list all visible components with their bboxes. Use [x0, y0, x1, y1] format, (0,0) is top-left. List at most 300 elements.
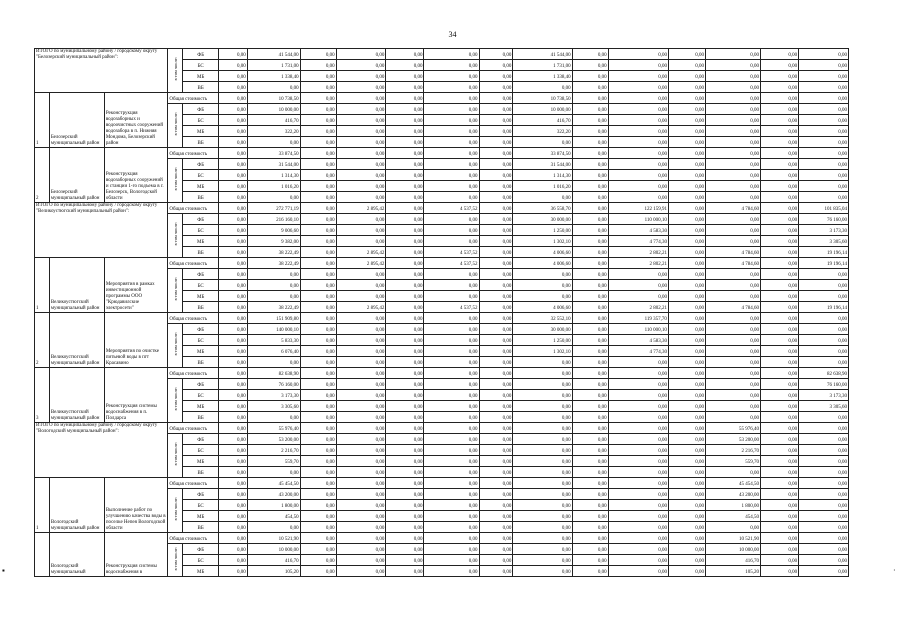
- value-cell: 53 200,00: [705, 434, 760, 445]
- value-cell: 0,00: [705, 412, 760, 423]
- value-cell: 0,00: [424, 544, 479, 555]
- value-cell: 4 774,30: [608, 346, 668, 357]
- value-cell: 0,00: [479, 302, 513, 313]
- value-cell: 0,00: [668, 456, 705, 467]
- funding-source: БС: [183, 225, 219, 236]
- value-cell: 0,00: [572, 115, 608, 126]
- total-row: [35, 533, 849, 544]
- value-cell: 0,00: [479, 225, 513, 236]
- funding-source: ФБ: [183, 269, 219, 280]
- value-cell: 0,00: [705, 291, 760, 302]
- value-cell: 0,00: [668, 423, 705, 434]
- value-cell: 0,00: [761, 566, 799, 577]
- funding-source: ФБ: [183, 434, 219, 445]
- incl-label: в том числе:: [172, 387, 178, 411]
- value-cell: 0,00: [386, 478, 424, 489]
- value-cell: 0,00: [572, 93, 608, 104]
- value-cell: 0,00: [608, 533, 668, 544]
- value-cell: 0,00: [386, 269, 424, 280]
- value-cell: 4 583,30: [608, 335, 668, 346]
- value-cell: 10 000,00: [247, 104, 300, 115]
- value-cell: 0,00: [424, 445, 479, 456]
- funding-source: БС: [183, 390, 219, 401]
- value-cell: 2 216,70: [705, 445, 760, 456]
- value-cell: 0,00: [424, 434, 479, 445]
- total-row: [35, 203, 849, 214]
- value-cell: 0,00: [799, 313, 849, 324]
- value-cell: 0,00: [705, 379, 760, 390]
- value-cell: 0,00: [247, 291, 300, 302]
- value-cell: 0,00: [479, 269, 513, 280]
- value-cell: 0,00: [761, 346, 799, 357]
- value-cell: 0,00: [219, 346, 248, 357]
- value-cell: 0,00: [799, 126, 849, 137]
- value-cell: 0,00: [668, 522, 705, 533]
- value-cell: 0,00: [608, 412, 668, 423]
- value-cell: 0,00: [479, 137, 513, 148]
- value-cell: 0,00: [608, 544, 668, 555]
- value-cell: 0,00: [799, 60, 849, 71]
- value-cell: 0,00: [705, 170, 760, 181]
- value-cell: 0,00: [336, 445, 386, 456]
- value-cell: 0,00: [336, 533, 386, 544]
- value-cell: 0,00: [668, 170, 705, 181]
- total-cost-label: Общая стоимость: [168, 478, 219, 489]
- value-cell: 0,00: [386, 423, 424, 434]
- value-cell: 0,00: [668, 500, 705, 511]
- value-cell: 0,00: [300, 280, 336, 291]
- value-cell: 0,00: [219, 280, 248, 291]
- value-cell: 0,00: [608, 500, 668, 511]
- value-cell: 30 000,00: [513, 214, 572, 225]
- value-cell: 0,00: [300, 313, 336, 324]
- value-cell: 322,20: [247, 126, 300, 137]
- value-cell: 0,00: [336, 379, 386, 390]
- value-cell: 0,00: [668, 566, 705, 577]
- value-cell: 0,00: [386, 181, 424, 192]
- value-cell: 0,00: [513, 544, 572, 555]
- value-cell: 0,00: [479, 236, 513, 247]
- value-cell: 0,00: [705, 368, 760, 379]
- value-cell: 0,00: [668, 368, 705, 379]
- value-cell: 0,00: [300, 456, 336, 467]
- value-cell: 0,00: [247, 412, 300, 423]
- value-cell: 0,00: [300, 104, 336, 115]
- value-cell: 110 000,10: [608, 324, 668, 335]
- value-cell: 0,00: [300, 478, 336, 489]
- value-cell: 19 196,14: [799, 258, 849, 269]
- value-cell: 0,00: [219, 258, 248, 269]
- value-cell: 31 544,00: [247, 159, 300, 170]
- value-cell: 0,00: [761, 390, 799, 401]
- value-cell: 0,00: [479, 390, 513, 401]
- value-cell: 0,00: [386, 148, 424, 159]
- value-cell: 0,00: [668, 324, 705, 335]
- value-cell: 10 521,90: [247, 533, 300, 544]
- value-cell: 3 173,30: [799, 390, 849, 401]
- value-cell: 0,00: [479, 478, 513, 489]
- value-cell: 416,70: [513, 115, 572, 126]
- value-cell: 0,00: [608, 368, 668, 379]
- funding-source: ВБ: [183, 467, 219, 478]
- funding-source: ФБ: [183, 324, 219, 335]
- value-cell: 0,00: [668, 148, 705, 159]
- value-cell: 4 784,60: [705, 258, 760, 269]
- value-cell: 416,70: [705, 555, 760, 566]
- value-cell: 0,00: [608, 511, 668, 522]
- value-cell: 4 537,52: [424, 258, 479, 269]
- value-cell: 0,00: [336, 423, 386, 434]
- value-cell: 0,00: [424, 236, 479, 247]
- value-cell: 0,00: [799, 148, 849, 159]
- value-cell: 0,00: [668, 390, 705, 401]
- value-cell: 0,00: [386, 390, 424, 401]
- funding-source: БС: [183, 115, 219, 126]
- value-cell: 0,00: [424, 192, 479, 203]
- value-cell: 19 196,14: [799, 302, 849, 313]
- value-cell: 0,00: [572, 423, 608, 434]
- value-cell: 0,00: [799, 555, 849, 566]
- total-row: [35, 148, 849, 159]
- value-cell: 0,00: [336, 148, 386, 159]
- funding-source: ВБ: [183, 247, 219, 258]
- value-cell: 0,00: [219, 357, 248, 368]
- value-cell: 0,00: [386, 291, 424, 302]
- value-cell: 10 000,00: [513, 104, 572, 115]
- value-cell: 0,00: [247, 82, 300, 93]
- funding-source: ФБ: [183, 544, 219, 555]
- value-cell: 0,00: [572, 49, 608, 60]
- value-cell: 0,00: [668, 511, 705, 522]
- value-cell: 0,00: [300, 269, 336, 280]
- value-cell: 0,00: [608, 159, 668, 170]
- value-cell: 0,00: [219, 148, 248, 159]
- value-cell: 9 382,00: [247, 236, 300, 247]
- value-cell: 0,00: [300, 357, 336, 368]
- value-cell: 0,00: [513, 522, 572, 533]
- value-cell: 41 544,00: [513, 49, 572, 60]
- value-cell: 0,00: [479, 181, 513, 192]
- funding-source: ВБ: [183, 302, 219, 313]
- value-cell: 0,00: [799, 280, 849, 291]
- value-cell: 38 222,49: [247, 258, 300, 269]
- value-cell: 0,00: [608, 71, 668, 82]
- district-name: Великоустюгский муниципальный район: [49, 313, 104, 368]
- value-cell: 0,00: [300, 368, 336, 379]
- incl-label: в том числе:: [172, 546, 178, 571]
- value-cell: 0,00: [386, 71, 424, 82]
- value-cell: 0,00: [247, 137, 300, 148]
- value-cell: 0,00: [219, 555, 248, 566]
- value-cell: 0,00: [336, 115, 386, 126]
- value-cell: 2 216,70: [247, 445, 300, 456]
- project-name: Мероприятия по очистке питьевой воды в пгт Красавино: [104, 313, 168, 368]
- total-cost-label: Общая стоимость: [168, 93, 219, 104]
- value-cell: 45 454,50: [247, 478, 300, 489]
- value-cell: 122 159,91: [608, 203, 668, 214]
- total-cost-label: Общая стоимость: [168, 148, 219, 159]
- value-cell: 3 305,60: [247, 401, 300, 412]
- value-cell: 0,00: [608, 126, 668, 137]
- value-cell: 0,00: [336, 544, 386, 555]
- value-cell: 0,00: [219, 401, 248, 412]
- value-cell: 0,00: [424, 489, 479, 500]
- value-cell: 0,00: [300, 137, 336, 148]
- value-cell: 0,00: [336, 566, 386, 577]
- value-cell: 0,00: [608, 82, 668, 93]
- value-cell: 0,00: [761, 302, 799, 313]
- value-cell: 0,00: [336, 49, 386, 60]
- value-cell: 0,00: [336, 291, 386, 302]
- value-cell: 1 016,20: [247, 181, 300, 192]
- value-cell: 0,00: [572, 71, 608, 82]
- value-cell: 76 160,00: [799, 379, 849, 390]
- value-cell: 0,00: [424, 115, 479, 126]
- value-cell: 0,00: [336, 126, 386, 137]
- project-name: Реконструкция водозаборных сооружений и станции 1-го подъема в г. Белозерск, Вологодской области: [104, 148, 168, 203]
- value-cell: 0,00: [219, 104, 248, 115]
- value-cell: 0,00: [219, 489, 248, 500]
- value-cell: 1 302,10: [513, 346, 572, 357]
- value-cell: 0,00: [668, 445, 705, 456]
- value-cell: 0,00: [572, 203, 608, 214]
- value-cell: 1 250,00: [513, 335, 572, 346]
- value-cell: 0,00: [386, 280, 424, 291]
- value-cell: 55 976,40: [705, 423, 760, 434]
- value-cell: 0,00: [424, 137, 479, 148]
- value-cell: 0,00: [336, 390, 386, 401]
- value-cell: 3 173,30: [247, 390, 300, 401]
- project-name: Реконструкция водозаборных и водоочистных сооружений водозабора в п. Нижняя Мондома, Белозерский район: [104, 93, 168, 148]
- value-cell: 0,00: [572, 159, 608, 170]
- value-cell: 0,00: [572, 291, 608, 302]
- value-cell: 0,00: [705, 357, 760, 368]
- value-cell: 0,00: [761, 423, 799, 434]
- value-cell: 0,00: [424, 500, 479, 511]
- value-cell: 0,00: [572, 401, 608, 412]
- project-name: Мероприятия в рамках инвестиционной программы ООО "Крюдавилские электросети": [104, 258, 168, 313]
- value-cell: 0,00: [572, 357, 608, 368]
- value-cell: 0,00: [336, 500, 386, 511]
- value-cell: 0,00: [608, 522, 668, 533]
- value-cell: 0,00: [219, 478, 248, 489]
- funding-source: МБ: [183, 126, 219, 137]
- value-cell: 0,00: [572, 82, 608, 93]
- value-cell: 0,00: [668, 401, 705, 412]
- value-cell: 0,00: [219, 225, 248, 236]
- value-cell: 0,00: [572, 555, 608, 566]
- value-cell: 0,00: [799, 71, 849, 82]
- value-cell: 0,00: [799, 489, 849, 500]
- value-cell: 0,00: [668, 555, 705, 566]
- value-cell: 0,00: [424, 104, 479, 115]
- value-cell: 151 909,80: [247, 313, 300, 324]
- value-cell: 0,00: [300, 379, 336, 390]
- value-cell: 0,00: [300, 302, 336, 313]
- value-cell: 4 774,30: [608, 236, 668, 247]
- item-number: 1: [35, 478, 50, 533]
- value-cell: 0,00: [668, 93, 705, 104]
- funding-source: МБ: [183, 511, 219, 522]
- value-cell: 82 638,90: [247, 368, 300, 379]
- value-cell: 1 731,00: [513, 60, 572, 71]
- value-cell: 0,00: [386, 170, 424, 181]
- value-cell: 0,00: [608, 467, 668, 478]
- value-cell: 0,00: [668, 412, 705, 423]
- value-cell: 1 338,40: [247, 71, 300, 82]
- value-cell: 0,00: [572, 225, 608, 236]
- value-cell: 0,00: [513, 467, 572, 478]
- value-cell: 55 976,40: [247, 423, 300, 434]
- value-cell: 0,00: [300, 214, 336, 225]
- value-cell: 0,00: [479, 313, 513, 324]
- value-cell: 33 874,50: [247, 148, 300, 159]
- value-cell: 0,00: [479, 456, 513, 467]
- value-cell: 0,00: [479, 60, 513, 71]
- value-cell: 0,00: [799, 478, 849, 489]
- value-cell: 0,00: [761, 104, 799, 115]
- value-cell: 0,00: [572, 489, 608, 500]
- value-cell: 0,00: [479, 247, 513, 258]
- value-cell: 0,00: [513, 368, 572, 379]
- value-cell: 0,00: [300, 82, 336, 93]
- value-cell: 0,00: [513, 269, 572, 280]
- value-cell: 0,00: [705, 115, 760, 126]
- project-name: Реконструкция системы водоснабжения в п. Полдарса: [104, 368, 168, 423]
- value-cell: 0,00: [219, 313, 248, 324]
- value-cell: 0,00: [513, 137, 572, 148]
- value-cell: 3 173,30: [799, 225, 849, 236]
- total-cost-label: Общая стоимость: [168, 203, 219, 214]
- value-cell: 0,00: [219, 423, 248, 434]
- value-cell: 0,00: [386, 236, 424, 247]
- value-cell: 0,00: [668, 225, 705, 236]
- value-cell: 0,00: [761, 258, 799, 269]
- value-cell: 0,00: [608, 445, 668, 456]
- value-cell: 0,00: [300, 522, 336, 533]
- value-cell: 0,00: [300, 192, 336, 203]
- funding-source: ФБ: [183, 159, 219, 170]
- funding-source: ФБ: [183, 49, 219, 60]
- incl-label: в том числе:: [172, 277, 178, 301]
- margin-mark: ·: [893, 566, 896, 575]
- value-cell: 0,00: [799, 346, 849, 357]
- value-cell: 0,00: [799, 93, 849, 104]
- value-cell: 0,00: [336, 368, 386, 379]
- value-cell: 0,00: [479, 170, 513, 181]
- value-cell: 0,00: [386, 346, 424, 357]
- value-cell: 0,00: [336, 269, 386, 280]
- value-cell: 0,00: [572, 148, 608, 159]
- value-cell: 0,00: [300, 434, 336, 445]
- value-cell: 0,00: [608, 489, 668, 500]
- value-cell: 0,00: [479, 368, 513, 379]
- value-cell: 1 016,20: [513, 181, 572, 192]
- district-name: Великоустюгский муниципальный район: [49, 368, 104, 423]
- value-cell: 0,00: [479, 192, 513, 203]
- district-name: Белозерский муниципальный район: [49, 148, 104, 203]
- value-cell: 0,00: [572, 456, 608, 467]
- value-cell: 0,00: [668, 346, 705, 357]
- value-cell: 0,00: [219, 170, 248, 181]
- value-cell: 0,00: [424, 566, 479, 577]
- value-cell: 0,00: [386, 137, 424, 148]
- value-cell: 0,00: [572, 368, 608, 379]
- value-cell: 1 731,00: [247, 60, 300, 71]
- value-cell: 0,00: [219, 93, 248, 104]
- value-cell: 41 544,00: [247, 49, 300, 60]
- value-cell: 0,00: [668, 533, 705, 544]
- value-cell: 0,00: [761, 379, 799, 390]
- incl-label: в том числе:: [172, 167, 178, 191]
- value-cell: 0,00: [386, 203, 424, 214]
- value-cell: 0,00: [572, 192, 608, 203]
- value-cell: 0,00: [336, 280, 386, 291]
- value-cell: 416,70: [247, 115, 300, 126]
- value-cell: 0,00: [608, 269, 668, 280]
- value-cell: 0,00: [761, 126, 799, 137]
- value-cell: 0,00: [668, 49, 705, 60]
- value-cell: 0,00: [705, 60, 760, 71]
- value-cell: 0,00: [386, 489, 424, 500]
- value-cell: 0,00: [799, 115, 849, 126]
- value-cell: 0,00: [608, 104, 668, 115]
- value-cell: 0,00: [424, 478, 479, 489]
- value-cell: 0,00: [668, 126, 705, 137]
- value-cell: 0,00: [608, 401, 668, 412]
- value-cell: 2 895,42: [336, 258, 386, 269]
- value-cell: 0,00: [336, 434, 386, 445]
- value-cell: 2 895,42: [336, 203, 386, 214]
- funding-source: БС: [183, 555, 219, 566]
- value-cell: 0,00: [300, 247, 336, 258]
- value-cell: 0,00: [219, 247, 248, 258]
- project-name: Выполнение работ по улучшению качества воды в поселке Непея Вологодской области: [104, 478, 168, 533]
- value-cell: 0,00: [513, 500, 572, 511]
- value-cell: 416,70: [247, 555, 300, 566]
- value-cell: 0,00: [513, 434, 572, 445]
- value-cell: 0,00: [479, 291, 513, 302]
- value-cell: 0,00: [424, 456, 479, 467]
- value-cell: 0,00: [219, 192, 248, 203]
- value-cell: 0,00: [705, 148, 760, 159]
- value-cell: 0,00: [705, 93, 760, 104]
- value-cell: 0,00: [761, 368, 799, 379]
- value-cell: 45 454,50: [705, 478, 760, 489]
- incl-label-cell: [168, 104, 183, 148]
- value-cell: 0,00: [572, 335, 608, 346]
- value-cell: 19 196,14: [799, 247, 849, 258]
- value-cell: 0,00: [336, 225, 386, 236]
- value-cell: 0,00: [799, 500, 849, 511]
- value-cell: 0,00: [705, 137, 760, 148]
- value-cell: 0,00: [424, 280, 479, 291]
- value-cell: 0,00: [300, 115, 336, 126]
- value-cell: 0,00: [300, 489, 336, 500]
- value-cell: 0,00: [219, 544, 248, 555]
- value-cell: 0,00: [705, 159, 760, 170]
- district-name: Вологодский муниципальный: [49, 533, 104, 577]
- value-cell: 10 000,00: [247, 544, 300, 555]
- value-cell: 0,00: [386, 522, 424, 533]
- value-cell: 31 544,00: [513, 159, 572, 170]
- funding-source: МБ: [183, 401, 219, 412]
- value-cell: 4 006,60: [513, 247, 572, 258]
- value-cell: 140 000,10: [247, 324, 300, 335]
- value-cell: 0,00: [668, 192, 705, 203]
- value-cell: 0,00: [424, 335, 479, 346]
- value-cell: 0,00: [705, 335, 760, 346]
